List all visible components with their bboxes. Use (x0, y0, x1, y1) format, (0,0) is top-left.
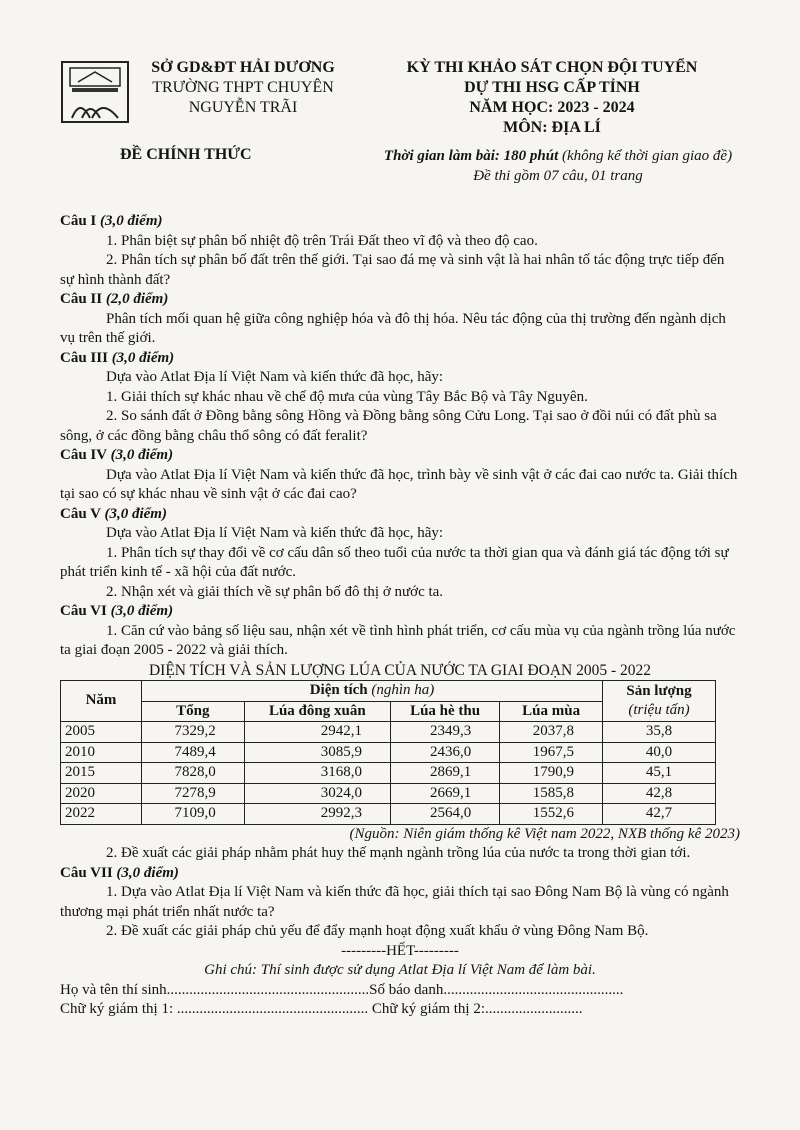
table-cell: 45,1 (603, 763, 716, 784)
exam-content (60, 212, 740, 1020)
table-subheader-3: Lúa mùa (500, 701, 603, 722)
question-4-text: Dựa vào Atlat Địa lí Việt Nam và kiến thức đã học, trình bày về sinh vật ở các đai cao nước ta. Giải thích tại sao có sự khác nhau về sinh vật ở các đai cao? (60, 466, 738, 502)
table-cell: 7109,0 (142, 804, 245, 825)
table-cell: 7489,4 (142, 742, 245, 763)
question-3-part-1: 1. Giải thích sự khác nhau về chế độ mưa của vùng Tây Bắc Bộ và Tây Nguyên. (106, 388, 588, 405)
footer-line-1: Họ và tên thí sinh......................................................Số báo danh................................................ (60, 981, 624, 998)
question-2-text: Phân tích mối quan hệ giữa công nghiệp hóa và đô thị hóa. Nêu tác động của thị trường đến ngành dịch vụ trên thế giới. (60, 310, 726, 346)
question-7-part-2: 2. Đề xuất các giải pháp chủ yếu để đẩy mạnh hoạt động xuất khẩu ở vùng Đông Nam Bộ. (106, 923, 649, 939)
question-3-part-2: 2. So sánh đất ở Đồng bằng sông Hồng và Đồng bằng sông Cửu Long. Tại sao ở đồi núi có đất phù sa sông, ở các đồng bằng châu thổ sông có đất feralit? (60, 408, 717, 444)
department-name: SỞ GD&ĐT HẢI DƯƠNG (151, 59, 335, 76)
table-cell: 7329,2 (142, 722, 245, 743)
question-3-intro: Dựa vào Atlat Địa lí Việt Nam và kiến thức đã học, hãy: (106, 369, 444, 385)
time-note: (không kể thời gian giao đề) (562, 148, 733, 164)
school-name-line1: TRƯỜNG THPT CHUYÊN (152, 79, 334, 96)
table-cell: 2564,0 (390, 804, 499, 825)
end-mark: ---------HẾT--------- (341, 942, 459, 959)
table-subheader-0: Tổng (142, 701, 245, 722)
table-cell: 7828,0 (142, 763, 245, 784)
question-7-heading: Câu VII (3,0 điểm) (60, 864, 179, 881)
table-cell: 3024,0 (244, 783, 390, 804)
table-cell: 1585,8 (500, 783, 603, 804)
official-label: ĐỀ CHÍNH THỨC (120, 146, 252, 163)
page-count: Đề thi gồm 07 câu, 01 trang (473, 168, 643, 184)
table-cell: 42,7 (603, 804, 716, 825)
table-header-output: Sản lượng (triệu tấn) (603, 681, 716, 722)
table-cell: 3085,9 (244, 742, 390, 763)
question-5-heading: Câu V (3,0 điểm) (60, 505, 167, 522)
table-subheader-1: Lúa đông xuân (244, 701, 390, 722)
table-header-area: Diện tích (nghìn ha) (142, 681, 603, 702)
school-name-line2: NGUYỄN TRÃI (188, 99, 298, 116)
table-cell: 2037,8 (500, 722, 603, 743)
table-row (61, 783, 716, 804)
table-cell: 2005 (61, 722, 142, 743)
table-cell: 7278,9 (142, 783, 245, 804)
table-cell: 2010 (61, 742, 142, 763)
question-2-heading: Câu II (2,0 điểm) (60, 291, 169, 307)
question-7-part-1: 1. Dựa vào Atlat Địa lí Việt Nam và kiến thức đã học, giải thích tại sao Đông Nam Bộ là vùng có ngành thương mại phát triển nhất nước ta? (60, 884, 729, 920)
supervisor-2-label: Chữ ký giám thị 2: (371, 1001, 486, 1017)
table-cell: 1552,6 (500, 804, 603, 825)
table-cell: 1967,5 (500, 742, 603, 763)
question-5-part-2: 2. Nhận xét và giải thích về sự phân bố đô thị ở nước ta. (106, 583, 444, 600)
table-cell: 2992,3 (244, 804, 390, 825)
table-cell: 35,8 (603, 722, 716, 743)
exam-title-line1: KỲ THI KHẢO SÁT CHỌN ĐỘI TUYỂN (406, 59, 698, 76)
header-right (372, 58, 732, 138)
table-cell: 42,8 (603, 783, 716, 804)
table-cell: 2349,3 (390, 722, 499, 743)
time-info (368, 146, 748, 186)
table-row (61, 722, 716, 743)
supervisor-1-label: Chữ ký giám thị 1: (60, 1001, 174, 1017)
table-cell: 2022 (61, 804, 142, 825)
time-label: Thời gian làm bài: 180 phút (383, 148, 559, 164)
question-6-heading: Câu VI (3,0 điểm) (60, 603, 174, 619)
table-cell: 1790,9 (500, 763, 603, 784)
candidate-name-label: Họ và tên thí sinh (60, 981, 167, 998)
footer-line-2: Chữ ký giám thị 1: ................................................... Chữ ký giám thị 2:.......................... (60, 1001, 583, 1017)
table-cell: 2015 (61, 763, 142, 784)
table-row (61, 804, 716, 825)
question-1-part-1: 1. Phân biệt sự phân bố nhiệt độ trên Trái Đất theo vĩ độ và theo độ cao. (106, 232, 538, 249)
table-subheader-2: Lúa hè thu (390, 701, 499, 722)
header-left (148, 58, 338, 118)
question-1-heading: Câu I (3,0 điểm) (60, 213, 163, 229)
table-body (61, 722, 716, 825)
school-year: NĂM HỌC: 2023 - 2024 (469, 99, 635, 116)
rice-data-table (60, 680, 716, 825)
school-logo (60, 60, 130, 124)
question-3-heading: Câu III (3,0 điểm) (60, 349, 175, 366)
question-4-heading: Câu IV (3,0 điểm) (60, 447, 174, 463)
table-cell: 40,0 (603, 742, 716, 763)
question-1-part-2: 2. Phân tích sự phân bố đất trên thế giới. Tại sao đá mẹ và sinh vật là hai nhân tố tác động trực tiếp đến sự hình thành đất? (60, 252, 725, 288)
question-6-part-1: 1. Căn cứ vào bảng số liệu sau, nhận xét về tình hình phát triển, cơ cấu mùa vụ của ngành trồng lúa nước ta giai đoạn 2005 - 2022 và giải thích. (60, 622, 736, 658)
exam-title-line2: DỰ THI HSG CẤP TỈNH (464, 79, 640, 96)
exam-note: Ghi chú: Thí sinh được sử dụng Atlat Địa lí Việt Nam để làm bài. (204, 962, 596, 978)
table-row (61, 742, 716, 763)
table-cell: 2020 (61, 783, 142, 804)
question-5-part-1: 1. Phân tích sự thay đổi về cơ cấu dân số theo tuổi của nước ta thời gian qua và đánh giá tác động tới sự phát triển kinh tế - xã hội của đất nước. (60, 544, 729, 580)
table-source: (Nguồn: Niên giám thống kê Việt nam 2022, NXB thống kê 2023) (349, 825, 740, 842)
table-cell: 2669,1 (390, 783, 499, 804)
table-cell: 2436,0 (390, 742, 499, 763)
subject: MÔN: ĐỊA LÍ (503, 119, 601, 136)
table-row (61, 763, 716, 784)
table-header-year: Năm (61, 681, 142, 722)
question-6-part-2: 2. Đề xuất các giải pháp nhằm phát huy thế mạnh ngành trồng lúa của nước ta trong thời gian tới. (106, 845, 691, 861)
table-cell: 2942,1 (244, 722, 390, 743)
table-title: DIỆN TÍCH VÀ SẢN LƯỢNG LÚA CỦA NƯỚC TA GIAI ĐOẠN 2005 - 2022 (148, 661, 652, 679)
table-cell: 2869,1 (390, 763, 499, 784)
table-cell: 3168,0 (244, 763, 390, 784)
question-5-intro: Dựa vào Atlat Địa lí Việt Nam và kiến thức đã học, hãy: (106, 525, 444, 541)
